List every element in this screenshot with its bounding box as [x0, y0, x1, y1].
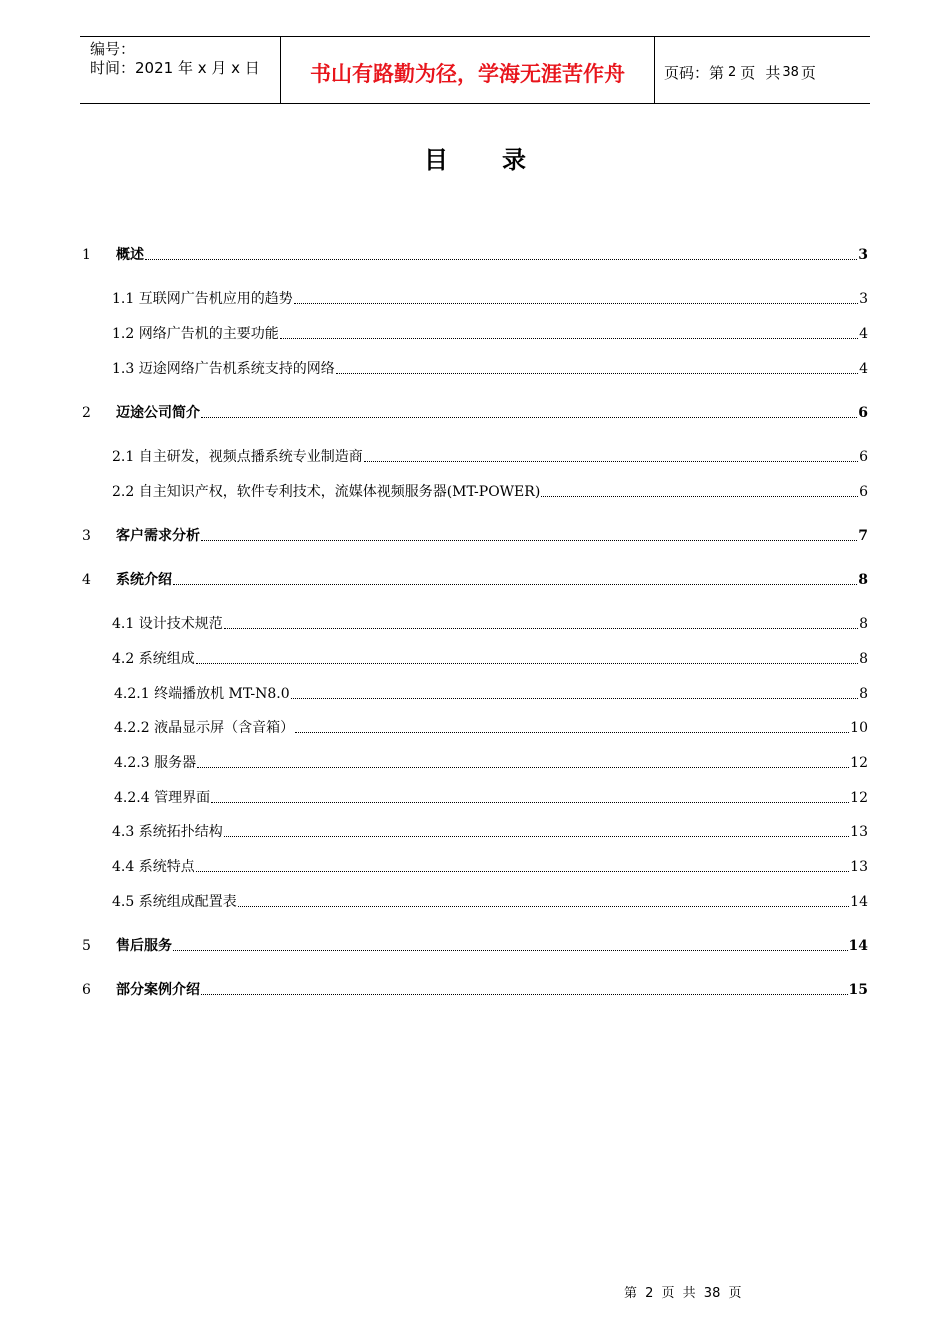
toc-entry[interactable]	[114, 715, 868, 737]
total-prefix: 共	[765, 63, 781, 82]
toc-entry-label: 4.2.4 管理界面	[114, 790, 211, 806]
toc-leader-dots	[294, 302, 858, 304]
toc-entry[interactable]	[80, 242, 868, 264]
toc-entry-label: 4.2.3 服务器	[114, 755, 197, 771]
toc-leader-dots	[224, 627, 858, 629]
toc-entry-label: 4.2.1 终端播放机 MT-N8.0	[114, 686, 290, 702]
toc-leader-dots	[280, 337, 858, 339]
toc-entry-number: 3	[82, 528, 91, 544]
toc-entry-page: 3	[858, 247, 868, 263]
toc-leader-dots	[201, 416, 857, 418]
toc-entry[interactable]	[112, 356, 868, 378]
toc-leader-dots	[197, 766, 849, 768]
toc-entry-label: 迈途公司简介	[116, 405, 200, 421]
toc-entry[interactable]	[80, 523, 868, 545]
page-unit: 页	[740, 63, 756, 82]
toc-entry-page: 3	[859, 291, 868, 307]
toc-entry[interactable]	[112, 854, 868, 876]
toc-entry-number: 6	[82, 982, 91, 998]
toc-entry-page: 14	[850, 894, 868, 910]
toc-entry-page: 8	[859, 686, 868, 702]
toc-entry-number: 5	[82, 938, 91, 954]
toc-entry-label: 1.2 网络广告机的主要功能	[112, 326, 279, 342]
toc-title-char-2: 录	[502, 146, 526, 174]
toc-leader-dots	[173, 583, 857, 585]
toc-leader-dots	[295, 731, 849, 733]
toc-entry-page: 10	[850, 720, 868, 736]
toc-entry[interactable]	[112, 889, 868, 911]
doc-id-label: 编号：	[90, 40, 136, 58]
toc-leader-dots	[541, 495, 858, 497]
header-page-info	[655, 37, 870, 103]
toc-entry-page: 13	[850, 859, 868, 875]
header-meta	[80, 37, 281, 103]
toc-entry[interactable]	[114, 681, 868, 703]
total-unit: 页	[800, 63, 816, 82]
toc-entry-label: 售后服务	[116, 938, 172, 954]
toc-entry-label: 客户需求分析	[116, 528, 200, 544]
toc-entry-label: 1.1 互联网广告机应用的趋势	[112, 291, 293, 307]
toc-entry[interactable]	[80, 933, 868, 955]
total-pages: 38	[782, 64, 799, 80]
toc-entry-number: 4	[82, 572, 91, 588]
toc-entry-label: 系统介绍	[116, 572, 172, 588]
toc-entry[interactable]	[112, 819, 868, 841]
page-footer: 第 2 页 共 38 页	[624, 1286, 742, 1301]
toc-entry-label: 4.2 系统组成	[112, 651, 195, 667]
toc-entry-page: 14	[848, 938, 868, 954]
toc-leader-dots	[173, 949, 848, 951]
toc-entry-label: 4.5 系统组成配置表	[112, 894, 237, 910]
toc-entry-page: 7	[858, 528, 868, 544]
page-header	[80, 36, 870, 104]
toc-entry[interactable]	[112, 286, 868, 308]
toc-leader-dots	[364, 460, 858, 462]
toc-entry-label: 概述	[116, 247, 144, 263]
toc-leader-dots	[196, 870, 849, 872]
toc-entry[interactable]	[114, 750, 868, 772]
toc-leader-dots	[145, 258, 857, 260]
toc-entry-page: 8	[859, 651, 868, 667]
toc-entry[interactable]	[112, 321, 868, 343]
toc-entry[interactable]	[112, 611, 868, 633]
toc-entry[interactable]	[80, 400, 868, 422]
toc-leader-dots	[224, 835, 849, 837]
toc-leader-dots	[291, 697, 858, 699]
toc-entry-page: 4	[859, 361, 868, 377]
toc-entry-page: 12	[850, 755, 868, 771]
toc-entry-label: 1.3 迈途网络广告机系统支持的网络	[112, 361, 335, 377]
toc-entry[interactable]	[112, 444, 868, 466]
toc-entry[interactable]	[114, 785, 868, 807]
toc-entry[interactable]	[80, 567, 868, 589]
toc-entry-page: 8	[858, 572, 868, 588]
toc-leader-dots	[201, 993, 848, 995]
toc-leader-dots	[211, 801, 849, 803]
toc-entry-page: 12	[850, 790, 868, 806]
toc-leader-dots	[201, 539, 857, 541]
header-motto: 书山有路勤为径，学海无涯苦作舟	[281, 37, 655, 103]
toc-entry-label: 2.1 自主研发，视频点播系统专业制造商	[112, 449, 363, 465]
page-number: 2	[728, 64, 737, 80]
toc-entry-label: 4.4 系统特点	[112, 859, 195, 875]
toc-entry-label: 部分案例介绍	[116, 982, 200, 998]
toc-entry-page: 6	[859, 449, 868, 465]
toc-entry-page: 15	[848, 982, 868, 998]
toc-title-char-1: 目	[424, 146, 448, 174]
toc-entry-label: 2.2 自主知识产权，软件专利技术，流媒体视频服务器(MT-POWER)	[112, 484, 541, 500]
toc-entry-label: 4.1 设计技术规范	[112, 616, 223, 632]
toc-entry-page: 6	[859, 484, 868, 500]
toc-leader-dots	[336, 372, 858, 374]
toc-entry-label: 4.2.2 液晶显示屏（含音箱）	[114, 720, 295, 736]
toc-entry-page: 6	[858, 405, 868, 421]
toc-entry[interactable]	[80, 977, 868, 999]
doc-date: 时间：2021 年 x 月 x 日	[90, 59, 260, 77]
toc-title	[0, 140, 950, 175]
toc-entry-label: 4.3 系统拓扑结构	[112, 824, 223, 840]
toc-entry-page: 13	[850, 824, 868, 840]
toc-entry-number: 2	[82, 405, 91, 421]
toc-entry[interactable]	[112, 646, 868, 668]
page-prefix: 页码：第	[664, 63, 725, 82]
toc-entry-number: 1	[82, 247, 91, 263]
toc-leader-dots	[196, 662, 858, 664]
toc-entry-page: 8	[859, 616, 868, 632]
toc-leader-dots	[238, 905, 849, 907]
toc-entry-page: 4	[859, 326, 868, 342]
toc-entry[interactable]	[112, 479, 868, 501]
